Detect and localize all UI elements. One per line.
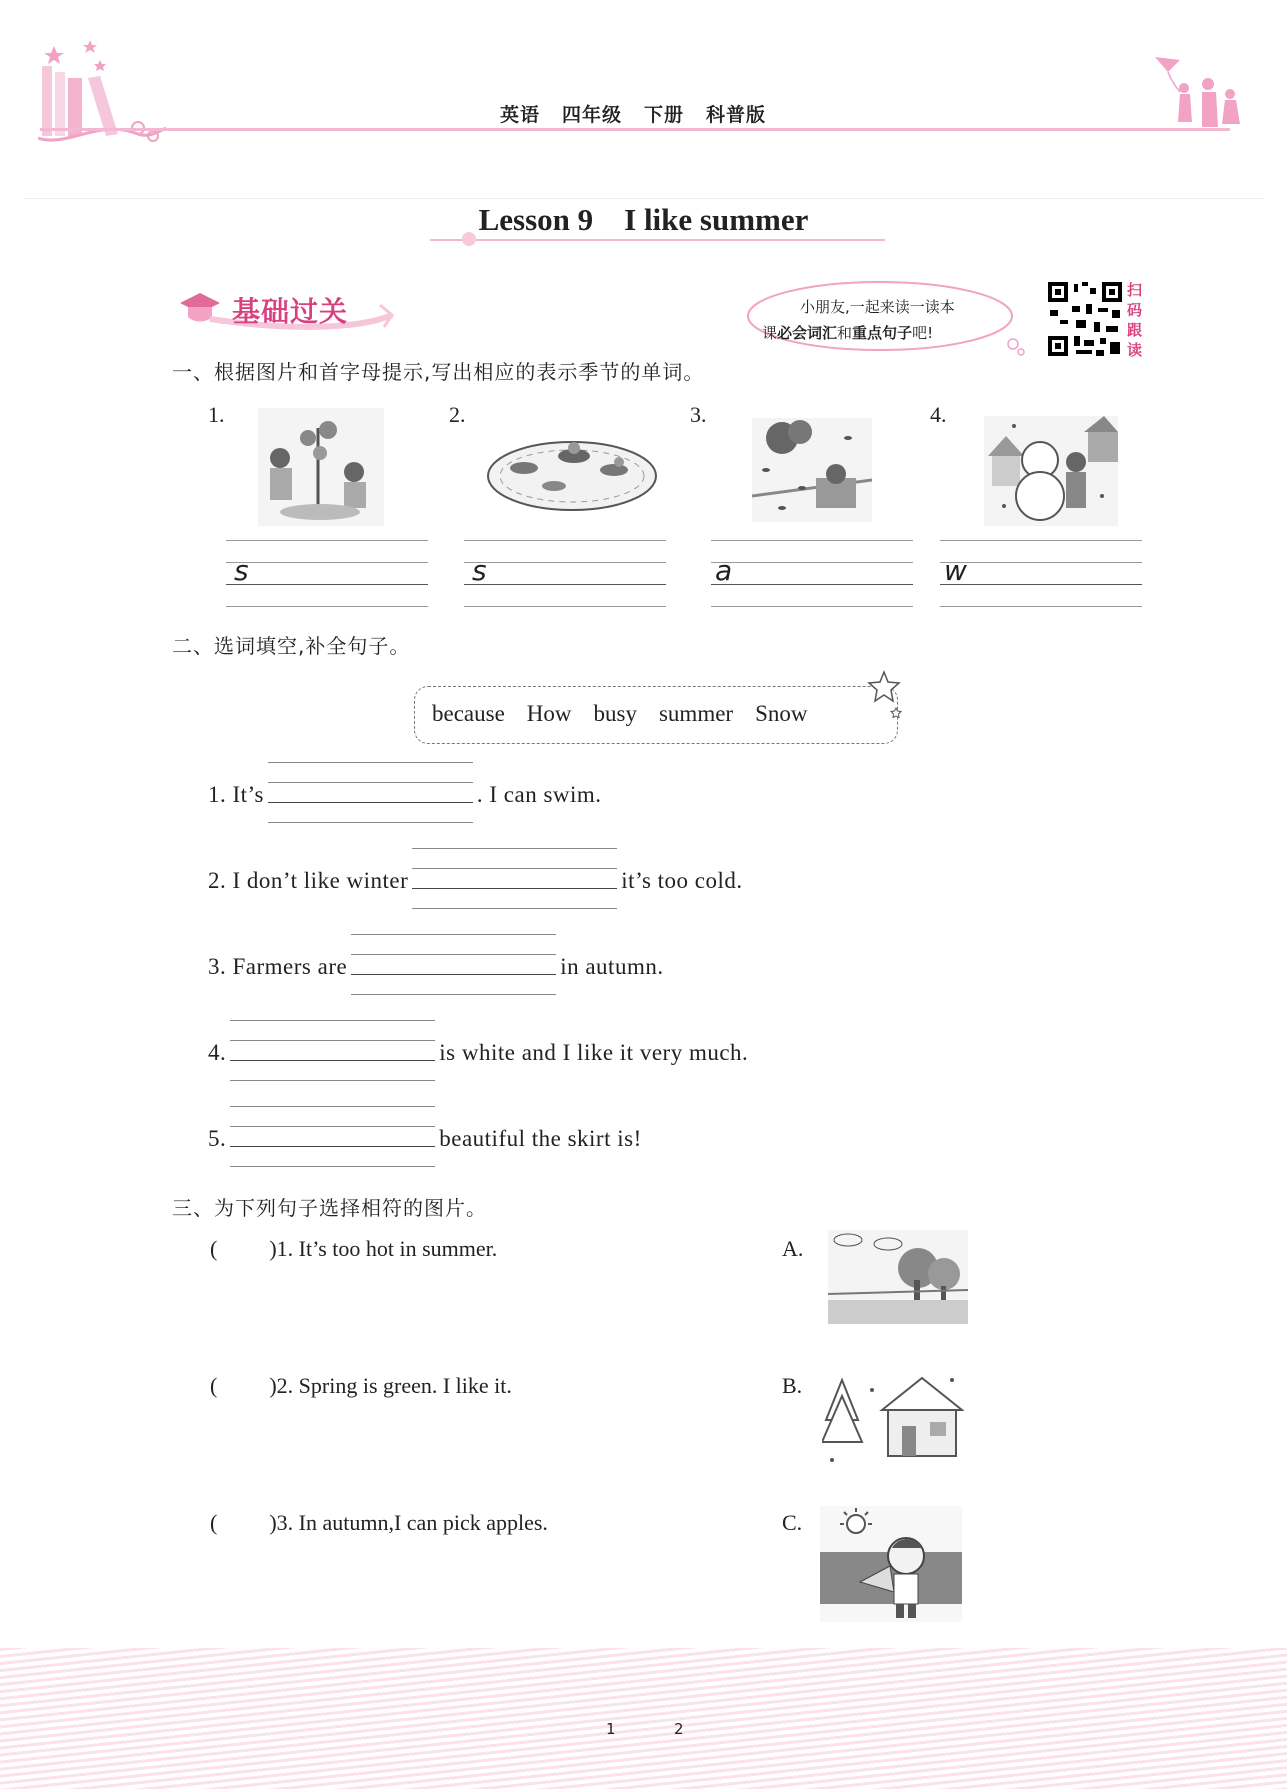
qr-code-icon[interactable]	[1046, 280, 1124, 358]
sentence-5	[208, 1126, 642, 1152]
bubble-l2-e: 吧!	[912, 324, 934, 342]
sentence-4-pre: 4.	[208, 1040, 227, 1065]
match-item-1	[210, 1236, 497, 1262]
blank-1[interactable]	[268, 782, 473, 802]
word-how: How	[526, 701, 572, 726]
option-letter-a: A.	[782, 1236, 804, 1261]
falling-leaves-picture	[752, 418, 872, 522]
word-snow: Snow	[755, 701, 808, 726]
title-dot-icon	[462, 232, 476, 246]
lesson-title: Lesson 9 I like summer	[478, 202, 809, 237]
hint-letter-3: a	[715, 554, 733, 587]
part3-heading: 三、为下列句子选择相符的图片。	[172, 1196, 487, 1220]
hint-letter-1: s	[234, 554, 249, 587]
word-summer: summer	[658, 701, 734, 726]
page-footer	[0, 1648, 1287, 1789]
snowy-house-picture	[822, 1370, 964, 1470]
snowman-picture	[984, 416, 1118, 526]
word-bank-words	[432, 701, 830, 727]
sentence-2-post: it’s too cold.	[621, 868, 743, 893]
autumn-trees-picture	[828, 1230, 968, 1324]
sentence-1-post: . I can swim.	[476, 782, 602, 807]
sentence-1-pre: 1. It’s	[208, 782, 264, 807]
answer-slot-2[interactable]	[218, 1373, 280, 1399]
p1-num-4: 4.	[930, 402, 947, 427]
answer-slot-3[interactable]	[218, 1510, 280, 1536]
page-header	[0, 0, 1287, 200]
lotus-pond-picture	[484, 426, 660, 514]
volume-label: 下册	[644, 104, 685, 126]
writing-lines-4[interactable]	[940, 540, 1142, 606]
scan-follow-read-label: 扫码跟读	[1127, 281, 1143, 359]
blank-4[interactable]	[230, 1040, 435, 1060]
planting-tree-picture	[258, 408, 384, 526]
writing-lines-2[interactable]	[464, 540, 666, 606]
sentence-3-pre: 3. Farmers are	[208, 954, 348, 979]
blank-3[interactable]	[351, 954, 556, 974]
hot-summer-boy-picture	[820, 1506, 962, 1622]
book-info	[500, 100, 788, 127]
blank-2[interactable]	[412, 868, 617, 888]
books-stars-logo-icon	[38, 38, 168, 148]
bubble-l2-b: 必会词汇	[777, 324, 838, 342]
match-sentence-1: )1. It’s too hot in summer.	[269, 1236, 498, 1261]
bubble-l2-c: 和	[837, 324, 853, 342]
sentence-2-pre: 2. I don’t like winter	[208, 868, 409, 893]
option-letter-b: B.	[782, 1373, 803, 1398]
answer-slot-1[interactable]	[218, 1236, 280, 1262]
blank-5[interactable]	[230, 1126, 435, 1146]
title-underline	[430, 239, 885, 241]
grade-label: 四年级	[562, 104, 623, 126]
paren-open-3: (	[210, 1510, 218, 1535]
bubble-l2-d: 重点句子	[852, 324, 913, 342]
sentence-5-post: beautiful the skirt is!	[439, 1126, 642, 1151]
hint-letter-4: w	[944, 554, 967, 587]
writing-lines-1[interactable]	[226, 540, 428, 606]
word-because: because	[432, 701, 505, 726]
sentence-4	[208, 1040, 748, 1066]
speech-cloud-icon	[745, 278, 1025, 356]
p1-num-1: 1.	[208, 402, 225, 427]
page-number-right: 2	[674, 1720, 684, 1738]
bubble-l2-a: 课	[762, 324, 778, 342]
kids-kite-icon	[1150, 52, 1250, 132]
part2-heading: 二、选词填空,补全句子。	[172, 634, 411, 658]
match-sentence-3: )3. In autumn,I can pick apples.	[269, 1510, 548, 1535]
sentence-3-post: in autumn.	[560, 954, 664, 979]
section-badge-label: 基础过关	[232, 295, 349, 328]
word-busy: busy	[593, 701, 637, 726]
p1-num-2: 2.	[449, 402, 466, 427]
paren-open-1: (	[210, 1236, 218, 1261]
hint-letter-2: s	[472, 554, 487, 587]
sentence-3	[208, 954, 664, 980]
match-item-3	[210, 1510, 548, 1536]
sentence-2	[208, 868, 743, 894]
bubble-text-line2	[762, 322, 933, 343]
page-number-left: 1	[606, 1720, 616, 1738]
option-letter-c: C.	[782, 1510, 803, 1535]
p1-num-3: 3.	[690, 402, 707, 427]
sentence-4-post: is white and I like it very much.	[439, 1040, 749, 1065]
bubble-text-line1: 小朋友,一起来读一读本	[800, 298, 955, 316]
star-decoration-icon	[866, 670, 902, 720]
sentence-5-pre: 5.	[208, 1126, 227, 1151]
paren-open-2: (	[210, 1373, 218, 1398]
match-item-2	[210, 1373, 512, 1399]
writing-lines-3[interactable]	[711, 540, 913, 606]
sentence-1	[208, 782, 602, 808]
part1-heading: 一、根据图片和首字母提示,写出相应的表示季节的单词。	[172, 360, 705, 384]
subject-label: 英语	[500, 104, 541, 126]
edition-label: 科普版	[706, 104, 767, 126]
match-sentence-2: )2. Spring is green. I like it.	[269, 1373, 512, 1398]
